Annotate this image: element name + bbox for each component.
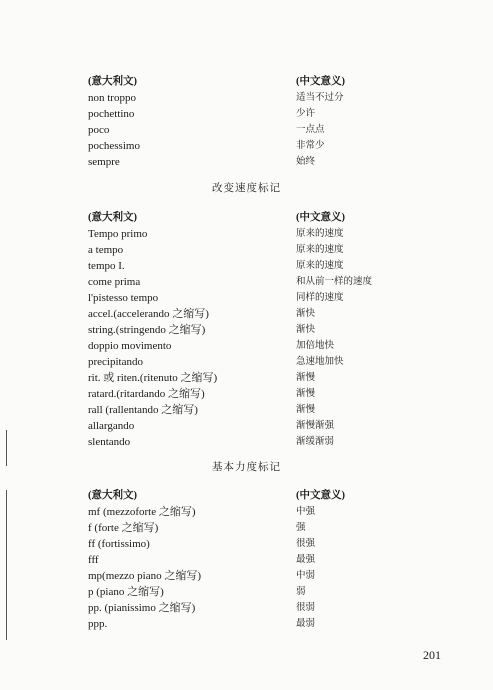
- term-table-1: [88, 74, 388, 170]
- chinese-meaning: 最强: [296, 554, 316, 565]
- italian-term: Tempo primo: [88, 228, 148, 240]
- italian-term: poco: [88, 124, 110, 136]
- chinese-meaning: 原来的速度: [296, 244, 344, 255]
- italian-term: ppp.: [88, 618, 108, 630]
- italian-term: doppio movimento: [88, 340, 172, 352]
- binding-mark: [6, 490, 7, 640]
- italian-term: f (forte 之缩写): [88, 522, 159, 534]
- chinese-meaning: 渐缓渐弱: [296, 436, 335, 447]
- header-chinese: (中文意义): [296, 490, 345, 501]
- italian-term: pochettino: [88, 108, 135, 120]
- chinese-meaning: 很弱: [296, 602, 316, 613]
- table-header: [88, 74, 388, 90]
- table-row: [88, 258, 388, 274]
- chinese-meaning: 非常少: [296, 140, 325, 151]
- chinese-meaning: 弱: [296, 586, 306, 597]
- italian-term: fff: [88, 554, 99, 566]
- italian-term: come prima: [88, 276, 141, 288]
- italian-term: string.(stringendo 之缩写): [88, 324, 206, 336]
- table-header: [88, 488, 388, 504]
- italian-term: l'pistesso tempo: [88, 292, 159, 304]
- table-row: [88, 434, 388, 450]
- chinese-meaning: 加倍地快: [296, 340, 335, 351]
- table-row: [88, 552, 388, 568]
- page-number: 201: [423, 648, 441, 662]
- table-row: [88, 306, 388, 322]
- chinese-meaning: 少许: [296, 108, 316, 119]
- section-title-dynamics: 基本力度标记: [212, 461, 281, 473]
- italian-term: rit. 或 riten.(ritenuto 之缩写): [88, 372, 218, 384]
- table-row: [88, 616, 388, 632]
- table-row: [88, 338, 388, 354]
- italian-term: precipitando: [88, 356, 143, 368]
- italian-term: ff (fortissimo): [88, 538, 150, 550]
- italian-term: non troppo: [88, 92, 136, 104]
- chinese-meaning: 渐快: [296, 324, 316, 335]
- chinese-meaning: 很强: [296, 538, 316, 549]
- term-table-2: [88, 210, 388, 450]
- table-row: [88, 402, 388, 418]
- chinese-meaning: 一点点: [296, 124, 325, 135]
- chinese-meaning: 急速地加快: [296, 356, 344, 367]
- italian-term: allargando: [88, 420, 135, 432]
- table-row: [88, 418, 388, 434]
- italian-term: slentando: [88, 436, 131, 448]
- italian-term: ratard.(ritardando 之缩写): [88, 388, 205, 400]
- chinese-meaning: 和从前一样的速度: [296, 276, 373, 287]
- chinese-meaning: 渐慢: [296, 404, 316, 415]
- chinese-meaning: 渐慢: [296, 388, 316, 399]
- chinese-meaning: 原来的速度: [296, 260, 344, 271]
- italian-term: mf (mezzoforte 之缩写): [88, 506, 196, 518]
- table-row: [88, 386, 388, 402]
- italian-term: a tempo: [88, 244, 124, 256]
- chinese-meaning: 适当不过分: [296, 92, 344, 103]
- header-chinese: (中文意义): [296, 76, 345, 87]
- chinese-meaning: 中强: [296, 506, 316, 517]
- table-row: [88, 90, 388, 106]
- chinese-meaning: 渐快: [296, 308, 316, 319]
- term-table-3: [88, 488, 388, 632]
- table-row: [88, 584, 388, 600]
- italian-term: tempo I.: [88, 260, 125, 272]
- italian-term: p (piano 之缩写): [88, 586, 164, 598]
- table-header: [88, 210, 388, 226]
- chinese-meaning: 同样的速度: [296, 292, 344, 303]
- table-row: [88, 504, 388, 520]
- chinese-meaning: 中弱: [296, 570, 316, 581]
- table-row: [88, 568, 388, 584]
- header-italian: (意大利文): [88, 490, 137, 501]
- header-italian: (意大利文): [88, 212, 137, 223]
- table-row: [88, 536, 388, 552]
- chinese-meaning: 原来的速度: [296, 228, 344, 239]
- section-title-tempo-change: 改变速度标记: [212, 182, 281, 194]
- table-row: [88, 274, 388, 290]
- table-row: [88, 226, 388, 242]
- chinese-meaning: 强: [296, 522, 306, 533]
- table-row: [88, 154, 388, 170]
- table-row: [88, 290, 388, 306]
- chinese-meaning: 渐慢: [296, 372, 316, 383]
- table-row: [88, 354, 388, 370]
- table-row: [88, 106, 388, 122]
- table-row: [88, 322, 388, 338]
- table-row: [88, 122, 388, 138]
- italian-term: sempre: [88, 156, 120, 168]
- header-chinese: (中文意义): [296, 212, 345, 223]
- chinese-meaning: 始终: [296, 156, 316, 167]
- italian-term: rall (rallentando 之缩写): [88, 404, 198, 416]
- italian-term: accel.(accelerando 之缩写): [88, 308, 209, 320]
- chinese-meaning: 最弱: [296, 618, 316, 629]
- italian-term: pp. (pianissimo 之缩写): [88, 602, 196, 614]
- chinese-meaning: 渐慢渐强: [296, 420, 335, 431]
- header-italian: (意大利文): [88, 76, 137, 87]
- table-row: [88, 370, 388, 386]
- table-row: [88, 520, 388, 536]
- table-row: [88, 242, 388, 258]
- table-row: [88, 138, 388, 154]
- italian-term: pochessimo: [88, 140, 140, 152]
- italian-term: mp(mezzo piano 之缩写): [88, 570, 202, 582]
- table-row: [88, 600, 388, 616]
